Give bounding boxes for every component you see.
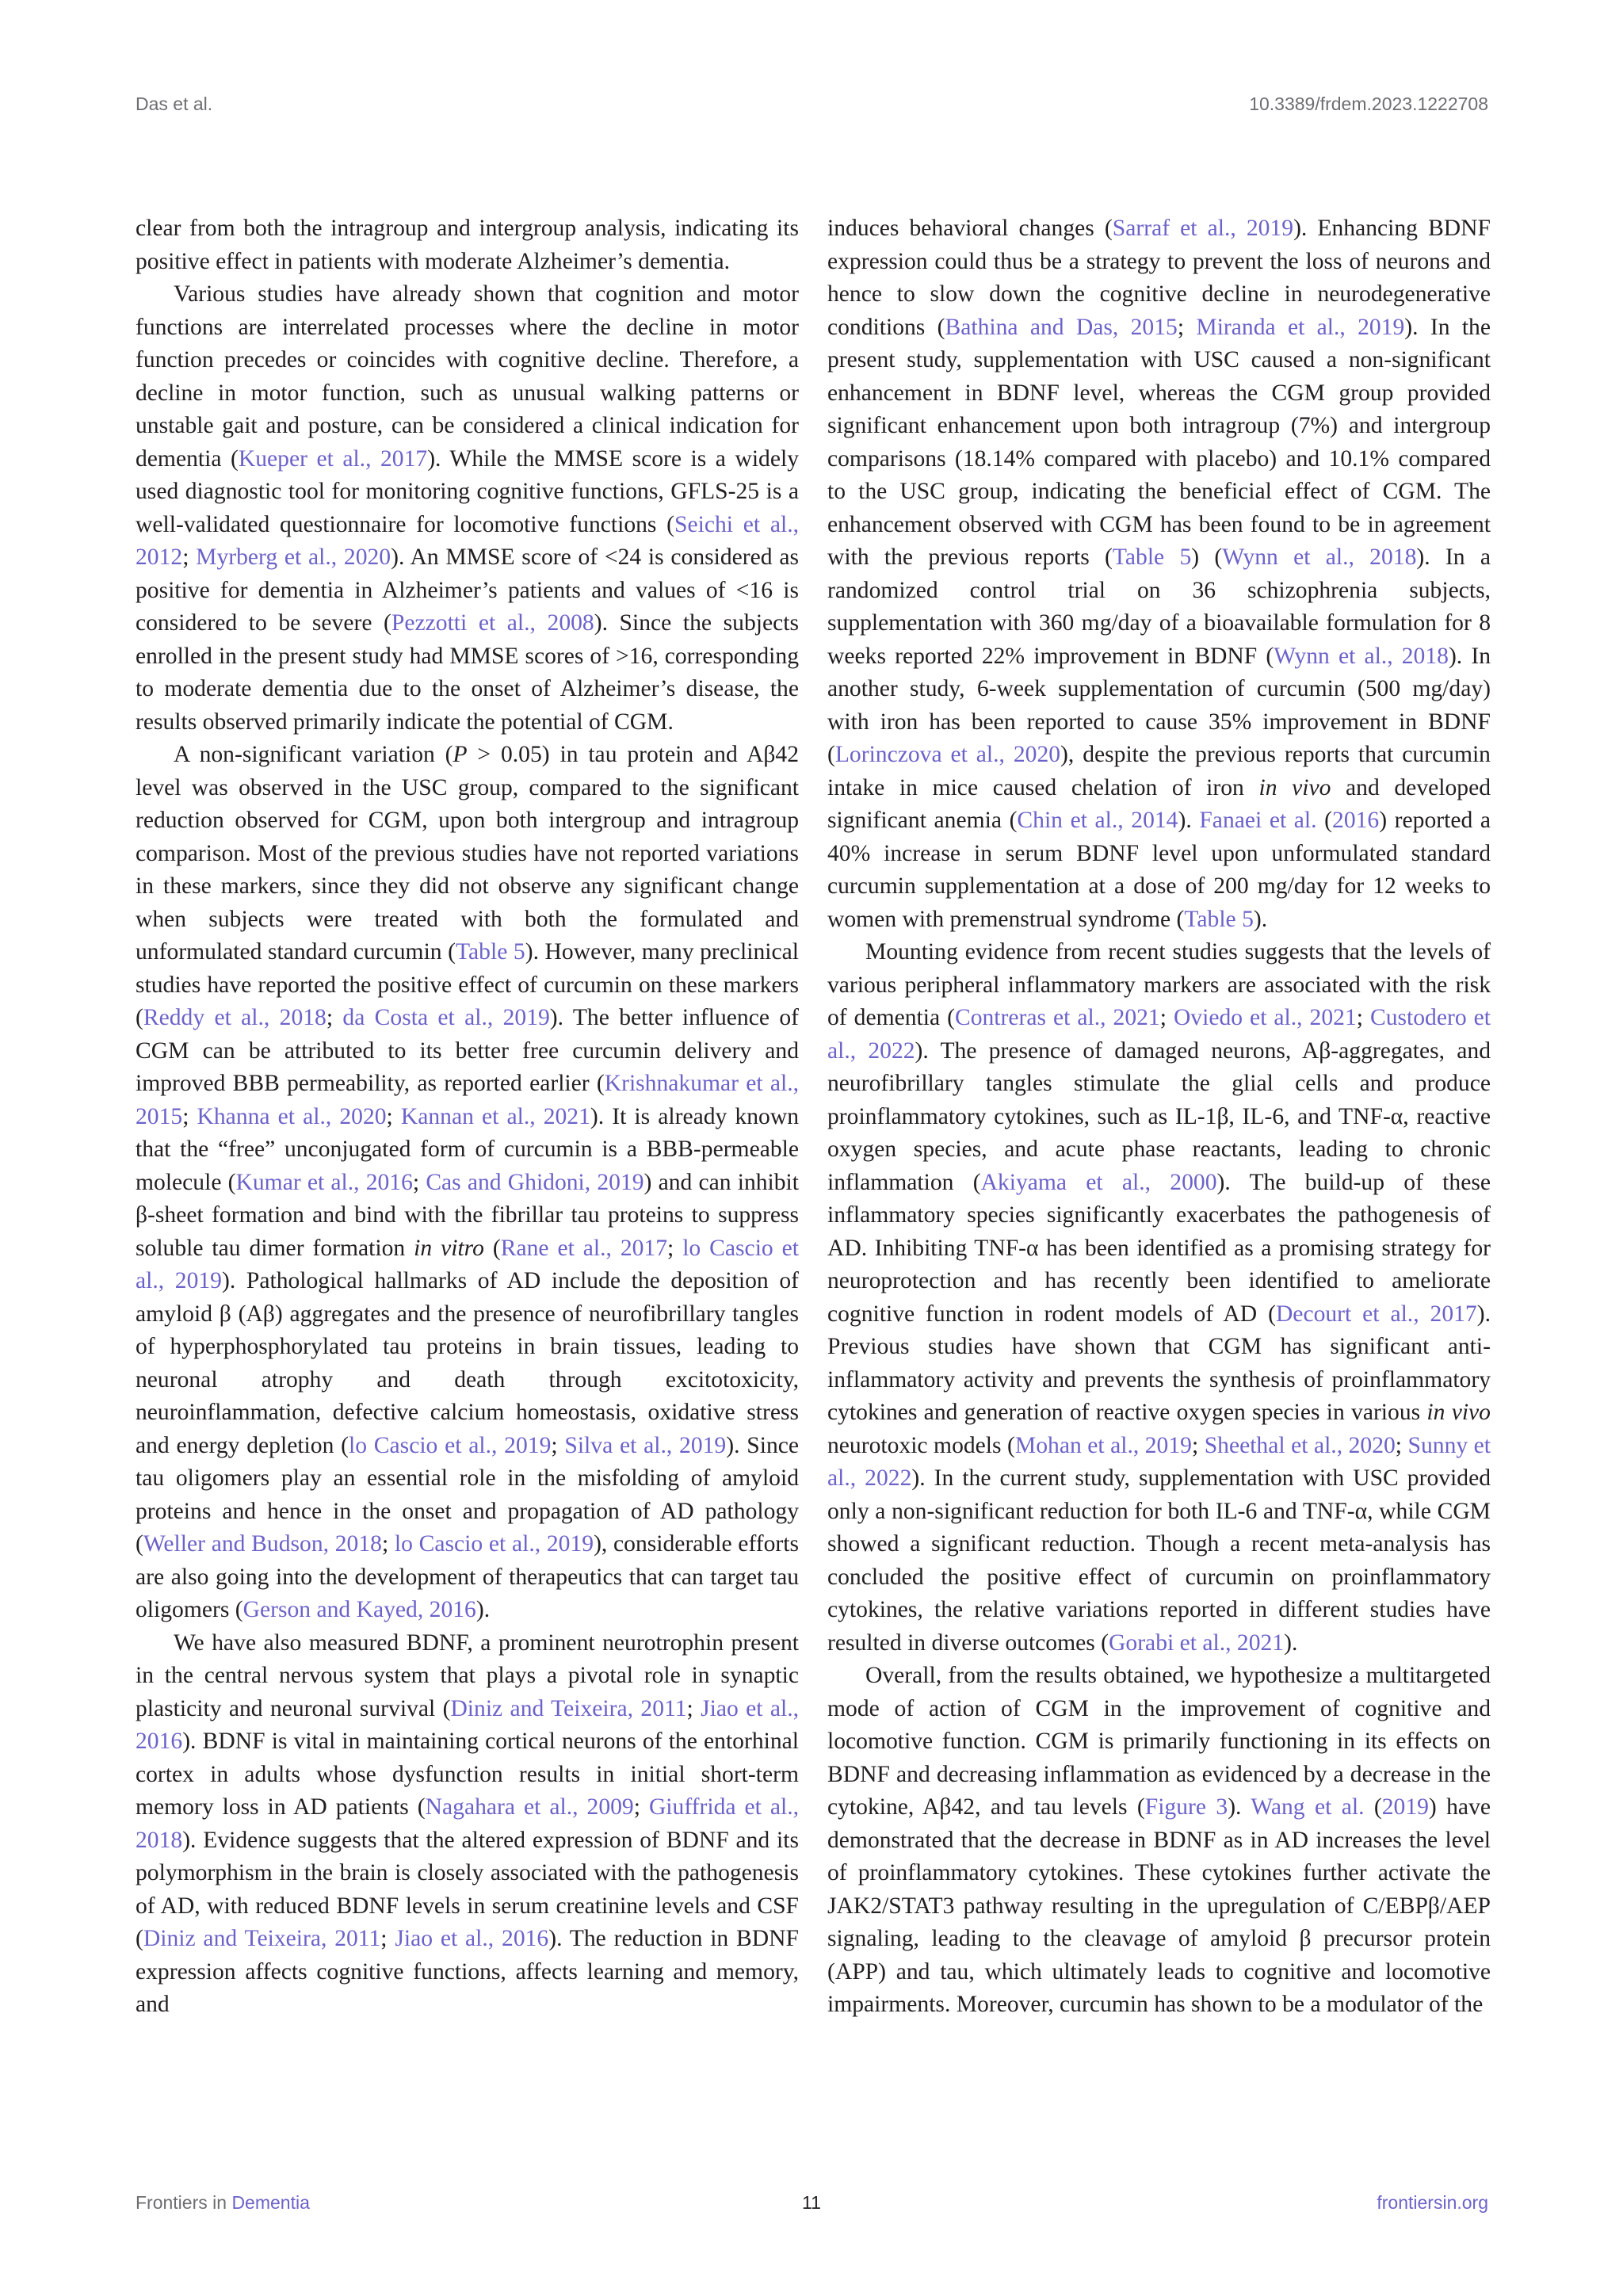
text-run: clear from both the intragroup and intergroup analysis, indicating its positive effect in patients with moderate Alzheimer’s dementia. — [136, 216, 799, 274]
text-run: ; — [412, 1169, 426, 1195]
citation-link[interactable]: Decourt et al., 2017 — [1275, 1301, 1477, 1327]
citation-link[interactable]: Khanna et al., 2020 — [197, 1103, 387, 1129]
citation-link[interactable]: Wynn et al., 2018 — [1274, 643, 1449, 669]
footer-journal-prefix: Frontiers in — [136, 2192, 227, 2213]
citation-link[interactable]: Jiao et al., 2016 — [136, 1695, 800, 1754]
text-run: ). — [1178, 808, 1200, 833]
citation-link[interactable]: Wynn et al., 2018 — [1222, 544, 1417, 570]
text-run: ) have demonstrated that the decrease in BDNF as in AD increases the level of proinflammatory cytokines. These cytokines further activate the JAK2/STAT3 pathway resulting in the upregulation of C/EBPβ/AEP signaling, leading to the cleavage of amyloid β precursor protein (APP) and tau, which ultimately leads to cognitive and locomotive impairments. Moreover, curcumin has shown to be a modulator of the — [827, 1794, 1491, 2017]
italic-text: in vivo — [1258, 774, 1331, 800]
citation-link[interactable]: Krishnakumar et al., 2015 — [136, 1071, 799, 1129]
text-run: ). — [1228, 1794, 1251, 1820]
citation-link[interactable]: Figure 3 — [1144, 1794, 1228, 1820]
citation-link[interactable]: Diniz and Teixeira, 2011 — [143, 1926, 381, 1951]
text-run: ). In a randomized control trial on 36 schizophrenia subjects, supplementation with 360 mg/day of a bioavailable formulation for 8 weeks reported 22% improvement in BDNF ( — [827, 544, 1491, 669]
text-run: ) reported a 40% increase in serum BDNF level upon unformulated standard curcumin supplementation at a dose of 200 mg/day for 12 weeks to women with premenstrual syndrome ( — [827, 808, 1491, 932]
citation-link[interactable]: Sunny et al., 2022 — [827, 1432, 1491, 1491]
text-run: ( — [483, 1235, 501, 1261]
text-run: ; — [182, 1103, 197, 1129]
text-run: ; — [633, 1794, 649, 1820]
citation-link[interactable]: lo Cascio et al., 2019 — [349, 1432, 552, 1458]
citation-link[interactable]: Sheethal et al., 2020 — [1204, 1432, 1396, 1458]
running-header-authors: Das et al. — [136, 94, 213, 114]
citation-link[interactable]: Contreras et al., 2021 — [954, 1005, 1160, 1030]
paragraph — [136, 212, 799, 278]
citation-link[interactable]: Myrberg et al., 2020 — [196, 544, 391, 570]
text-run: ). However, many preclinical studies have reported the positive effect of curcumin on these markers ( — [136, 939, 800, 1030]
text-run: ). While the MMSE score is a widely used diagnostic tool for monitoring cognitive functions, GFLS-25 is a well-validated questionnaire for locomotive functions ( — [136, 445, 799, 537]
text-run: ). It is already known that the “free” unconjugated form of curcumin is a BBB-permeable molecule ( — [136, 1103, 799, 1195]
text-run: ). In the present study, supplementation with USC caused a non-significant enhancement in BDNF level, whereas the CGM group provided significant enhancement upon both intragroup (7%) and intergroup comparisons (18.14% compared with placebo) and 10.1% compared to the USC group, indicating the beneficial effect of CGM. The enhancement observed with CGM has been found to be in agreement with the previous reports ( — [827, 314, 1491, 570]
text-run: ). In the current study, supplementation with USC provided only a non-significant reduction for both IL-6 and TNF-α, while CGM showed a significant reduction. Though a recent meta-analysis has concluded the positive effect of curcumin on proinflammatory cytokines, the relative variations reported in different studies have resulted in diverse outcomes ( — [827, 1465, 1491, 1656]
text-run: neurotoxic models ( — [827, 1432, 1015, 1458]
citation-link[interactable]: Sarraf et al., 2019 — [1112, 216, 1294, 241]
text-run: ). The better influence of CGM can be attributed to its better free curcumin delivery and improved BBB permeability, as reported earlier ( — [136, 1005, 799, 1096]
paragraph — [136, 1627, 799, 2022]
text-run: ; — [182, 544, 197, 570]
text-run: Mounting evidence from recent studies suggests that the levels of various peripheral inflammatory markers are associated with the risk of dementia ( — [827, 939, 1491, 1030]
text-run: ; — [380, 1926, 395, 1951]
citation-link[interactable]: Kumar et al., 2016 — [235, 1169, 413, 1195]
text-run: ). — [1253, 906, 1268, 932]
running-header-doi: 10.3389/frdem.2023.1222708 — [1249, 94, 1488, 114]
citation-link[interactable]: Silva et al., 2019 — [564, 1432, 727, 1458]
citation-link[interactable]: Giuffrida et al., 2018 — [136, 1794, 800, 1853]
text-run: Various studies have already shown that cognition and motor functions are interrelated processes where the decline in motor function precedes or coincides with cognitive decline. Therefore, a decline in motor function, such as unusual walking patterns or unstable gait and posture, can be considered a clinical indication for dementia ( — [136, 281, 799, 472]
citation-link[interactable]: Nagahara et al., 2009 — [425, 1794, 634, 1820]
text-run: ), considerable efforts are also going into the development of therapeutics that can target tau oligomers ( — [136, 1531, 800, 1622]
citation-link[interactable]: Diniz and Teixeira, 2011 — [450, 1695, 687, 1721]
text-run: ). — [475, 1597, 491, 1622]
text-run: Overall, from the results obtained, we hypothesize a multitargeted mode of action of CGM in the improvement of cognitive and locomotive function. CGM is primarily functioning in its effects on BDNF and decreasing inflammation as evidenced by a decrease in the cytokine, Aβ42, and tau levels ( — [827, 1663, 1491, 1820]
right-text-column — [827, 212, 1491, 2022]
text-run: ; — [386, 1103, 401, 1129]
text-run: > 0.05) in tau protein and Aβ42 level was observed in the USC group, compared to the significant reduction observed for CGM, upon both intergroup and intragroup comparison. Most of the previous studies have not reported variations in these markers, since they did not observe any significant change when subjects were treated with both the formulated and unformulated standard curcumin ( — [136, 742, 799, 965]
citation-link[interactable]: Table 5 — [1112, 544, 1192, 570]
text-run: ; — [1395, 1432, 1408, 1458]
text-run: ; — [381, 1531, 395, 1557]
text-run: ). The presence of damaged neurons, Aβ-aggregates, and neurofibrillary tangles stimulate the glial cells and produce proinflammatory cytokines, such as IL-1β, IL-6, and TNF-α, reactive oxygen species, and acute phase reactants, leading to chronic inflammation ( — [827, 1037, 1491, 1195]
text-run: induces behavioral changes ( — [827, 216, 1113, 241]
text-run: ). In another study, 6-week supplementation of curcumin (500 mg/day) with iron has been reported to cause 35% improvement in BDNF ( — [827, 643, 1491, 767]
citation-link[interactable]: lo Cascio et al., 2019 — [394, 1531, 594, 1557]
italic-text: in vivo — [1426, 1400, 1491, 1425]
citation-link[interactable]: Akiyama et al., 2000 — [980, 1169, 1217, 1195]
text-run: ). Enhancing BDNF expression could thus be a strategy to prevent the loss of neurons and hence to slow down the cognitive decline in neurodegenerative conditions ( — [827, 216, 1491, 340]
text-run: ) ( — [1191, 544, 1223, 570]
text-run: ) and can inhibit β-sheet formation and bind with the fibrillar tau proteins to suppress soluble tau dimer formation — [136, 1169, 799, 1261]
paragraph — [136, 278, 799, 739]
footer-site-link[interactable]: frontiersin.org — [1377, 2192, 1488, 2213]
text-run: ), despite the previous reports that curcumin intake in mice caused chelation of iron — [827, 742, 1491, 800]
text-run: ; — [1177, 314, 1197, 340]
text-run: ). Previous studies have shown that CGM has significant anti-inflammatory activity and prevents the synthesis of proinflammatory cytokines and generation of reactive oxygen species in various — [827, 1301, 1491, 1425]
text-run: ( — [1316, 808, 1333, 833]
text-run: ). Since the subjects enrolled in the present study had MMSE scores of >16, corresponding to moderate dementia due to the onset of Alzheimer’s disease, the results observed primarily indicate the potential of CGM. — [136, 610, 799, 735]
text-run: and developed significant anemia ( — [827, 774, 1491, 833]
text-run: ; — [551, 1432, 565, 1458]
text-run: ; — [667, 1235, 683, 1261]
citation-link[interactable]: Custodero et al., 2022 — [827, 1005, 1491, 1064]
text-run: ; — [686, 1695, 701, 1721]
citation-link[interactable]: Seichi et al., 2012 — [136, 511, 799, 570]
citation-link[interactable]: Kannan et al., 2021 — [400, 1103, 590, 1129]
citation-link[interactable]: Table 5 — [456, 939, 525, 965]
citation-link[interactable]: Miranda et al., 2019 — [1196, 314, 1405, 340]
paragraph — [827, 936, 1491, 1660]
citation-link[interactable]: Pezzotti et al., 2008 — [391, 610, 594, 636]
citation-link[interactable]: 2019 — [1381, 1794, 1429, 1820]
text-run: ; — [1159, 1005, 1174, 1030]
paragraph — [136, 739, 799, 1627]
citation-link[interactable]: Wang et al. — [1251, 1794, 1365, 1820]
text-run: ). The reduction in BDNF expression affects cognitive functions, affects learning and memory, and — [136, 1926, 799, 2017]
page-number: 11 — [802, 2192, 821, 2213]
citation-link[interactable]: Jiao et al., 2016 — [395, 1926, 549, 1951]
citation-link[interactable]: Rane et al., 2017 — [500, 1235, 668, 1261]
footer-journal-name[interactable]: Dementia — [231, 2192, 310, 2213]
citation-link[interactable]: Reddy et al., 2018 — [143, 1005, 327, 1030]
citation-link[interactable]: lo Cascio et al., 2019 — [136, 1235, 800, 1293]
citation-link[interactable]: Lorinczova et al., 2020 — [834, 742, 1061, 767]
citation-link[interactable]: 2016 — [1332, 808, 1380, 833]
text-run: ). The build-up of these inflammatory species significantly exacerbates the pathogenesis of AD. Inhibiting TNF-α has been identified as a promising strategy for neuroprotection and has recently been identified to ameliorate cognitive function in rodent models of AD ( — [827, 1169, 1491, 1327]
text-run: A non-significant variation ( — [174, 742, 453, 767]
citation-link[interactable]: Mohan et al., 2019 — [1014, 1432, 1192, 1458]
citation-link[interactable]: da Costa et al., 2019 — [342, 1005, 550, 1030]
citation-link[interactable]: Chin et al., 2014 — [1017, 808, 1178, 833]
citation-link[interactable]: Gorabi et al., 2021 — [1109, 1629, 1285, 1656]
italic-text: in vitro — [414, 1235, 484, 1261]
citation-link[interactable]: Cas and Ghidoni, 2019 — [426, 1169, 644, 1195]
paragraph — [827, 212, 1491, 936]
text-run: ). Evidence suggests that the altered expression of BDNF and its polymorphism in the brain is closely associated with the pathogenesis of AD, with reduced BDNF levels in serum creatinine levels and CSF ( — [136, 1827, 799, 1951]
citation-link[interactable]: Fanaei et al. — [1199, 808, 1317, 833]
text-run: ). Pathological hallmarks of AD include the deposition of amyloid β (Aβ) aggregates and the presence of neurofibrillary tangles of hyperphosphorylated tau proteins in brain tissues, leading to neuronal atrophy and death through excitotoxicity, neuroinflammation, defective calcium homeostasis, oxidative stress and energy depletion ( — [136, 1268, 799, 1458]
citation-link[interactable]: Kueper et al., 2017 — [238, 445, 428, 472]
italic-text: P — [453, 742, 468, 767]
citation-link[interactable]: Weller and Budson, 2018 — [143, 1531, 382, 1557]
text-run: ; — [1191, 1432, 1205, 1458]
text-run: ). BDNF is vital in maintaining cortical neurons of the entorhinal cortex in adults whose dysfunction results in initial short-term memory loss in AD patients ( — [136, 1729, 799, 1820]
text-run: ; — [1356, 1005, 1370, 1030]
text-run: ). Since tau oligomers play an essential role in the misfolding of amyloid proteins and hence in the onset and propagation of AD pathology ( — [136, 1432, 800, 1557]
citation-link[interactable]: Bathina and Das, 2015 — [945, 314, 1178, 340]
citation-link[interactable]: Table 5 — [1184, 906, 1254, 932]
left-text-column — [136, 212, 799, 2022]
text-run: ). An MMSE score of <24 is considered as positive for dementia in Alzheimer’s patients and values of <16 is considered to be severe ( — [136, 544, 799, 636]
paragraph — [827, 1660, 1491, 2022]
text-run: ). — [1284, 1629, 1298, 1656]
text-run: ( — [1364, 1794, 1382, 1820]
text-run: ; — [326, 1005, 343, 1030]
citation-link[interactable]: Oviedo et al., 2021 — [1173, 1005, 1357, 1030]
text-run: We have also measured BDNF, a prominent neurotrophin present in the central nervous system that plays a pivotal role in synaptic plasticity and neuronal survival ( — [136, 1629, 799, 1721]
citation-link[interactable]: Gerson and Kayed, 2016 — [242, 1597, 476, 1622]
